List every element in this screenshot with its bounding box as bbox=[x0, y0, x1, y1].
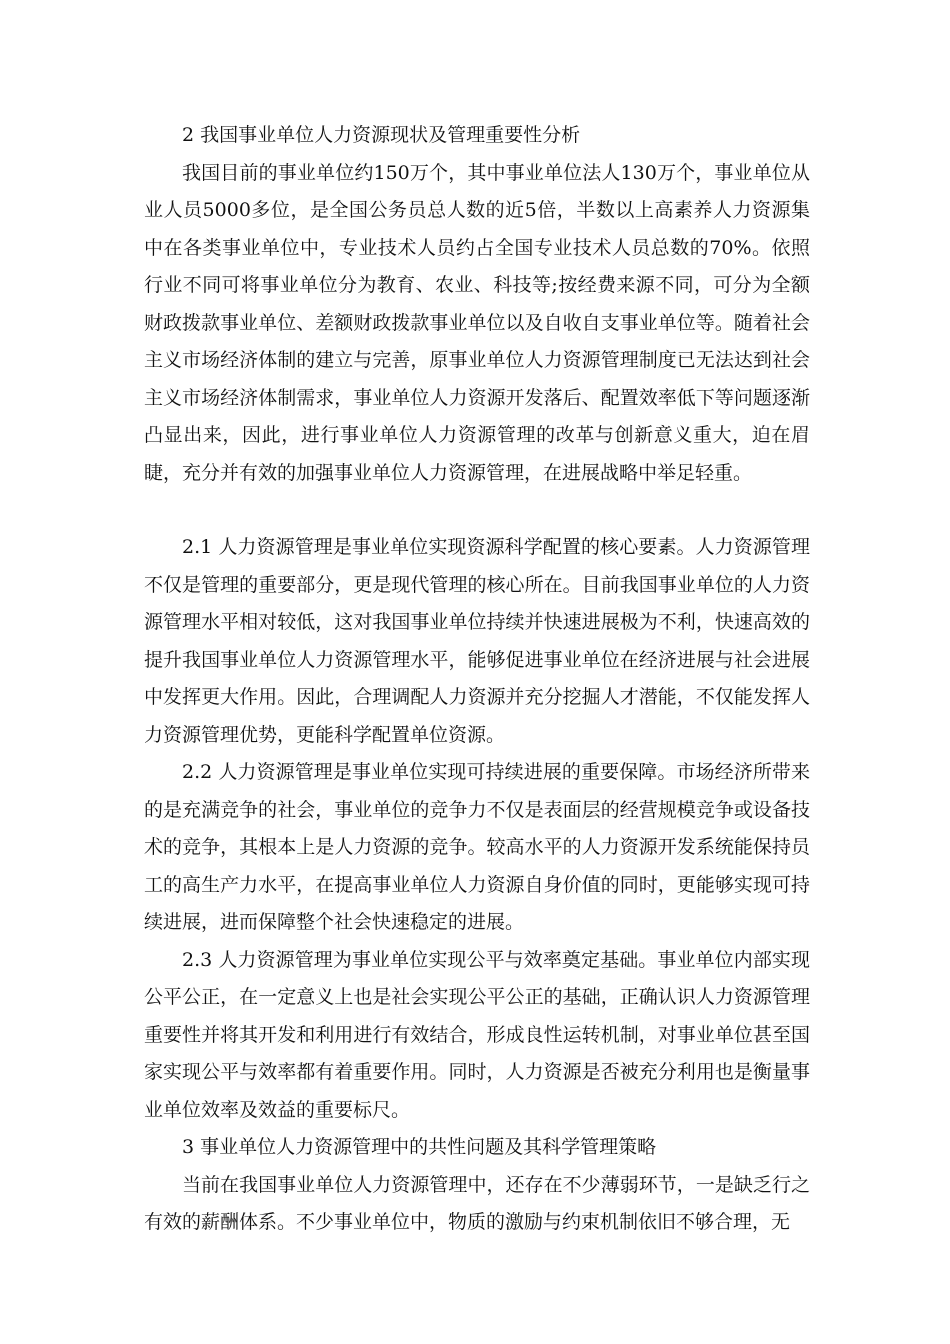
section-3-paragraph: 当前在我国事业单位人力资源管理中，还存在不少薄弱环节，一是缺乏行之有效的薪酬体系。不少事业单位中，物质的激励与约束机制依旧不够合理，无 bbox=[144, 1173, 810, 1233]
section-3-heading: 3 事业单位人力资源管理中的共性问题及其科学管理策略 bbox=[182, 1136, 657, 1158]
document-body bbox=[144, 117, 810, 1242]
section-2-2-paragraph: 2.2 人力资源管理是事业单位实现可持续进展的重要保障。市场经济所带来的是充满竞争的社会，事业单位的竞争力不仅是表面层的经营规模竞争或设备技术的竞争，其根本上是人力资源的竞争。较高水平的人力资源开发系统能保持员工的高生产力水平，在提高事业单位人力资源自身价值的同时，更能够实现可持续进展，进而保障整个社会快速稳定的进展。 bbox=[144, 761, 810, 933]
section-2-heading: 2 我国事业单位人力资源现状及管理重要性分析 bbox=[182, 124, 581, 146]
section-2-3-paragraph: 2.3 人力资源管理为事业单位实现公平与效率奠定基础。事业单位内部实现公平公正，在一定意义上也是社会实现公平公正的基础，正确认识人力资源管理重要性并将其开发和利用进行有效结合，形成良性运转机制，对事业单位甚至国家实现公平与效率都有着重要作用。同时，人力资源是否被充分利用也是衡量事业单位效率及效益的重要标尺。 bbox=[144, 948, 810, 1121]
paragraph-gap bbox=[144, 492, 810, 529]
section-2-paragraph: 我国目前的事业单位约150万个，其中事业单位法人130万个，事业单位从业人员5000多位，是全国公务员总人数的近5倍，半数以上高素养人力资源集中在各类事业单位中，专业技术人员约占全国专业技术人员总数的70%。依照行业不同可将事业单位分为教育、农业、科技等;按经费来源不同，可分为全额财政拨款事业单位、差额财政拨款事业单位以及自收自支事业单位等。随着社会主义市场经济体制的建立与完善，原事业单位人力资源管理制度已无法达到社会主义市场经济体制需求，事业单位人力资源开发落后、配置效率低下等问题逐渐凸显出来，因此，进行事业单位人力资源管理的改革与创新意义重大，迫在眉睫，充分并有效的加强事业单位人力资源管理，在进展战略中举足轻重。 bbox=[144, 161, 810, 484]
section-2-1-paragraph: 2.1 人力资源管理是事业单位实现资源科学配置的核心要素。人力资源管理不仅是管理的重要部分，更是现代管理的核心所在。目前我国事业单位的人力资源管理水平相对较低，这对我国事业单位持续并快速进展极为不利，快速高效的提升我国事业单位人力资源管理水平，能够促进事业单位在经济进展与社会进展中发挥更大作用。因此，合理调配人力资源并充分挖掘人才潜能，不仅能发挥人力资源管理优势，更能科学配置单位资源。 bbox=[144, 536, 810, 746]
